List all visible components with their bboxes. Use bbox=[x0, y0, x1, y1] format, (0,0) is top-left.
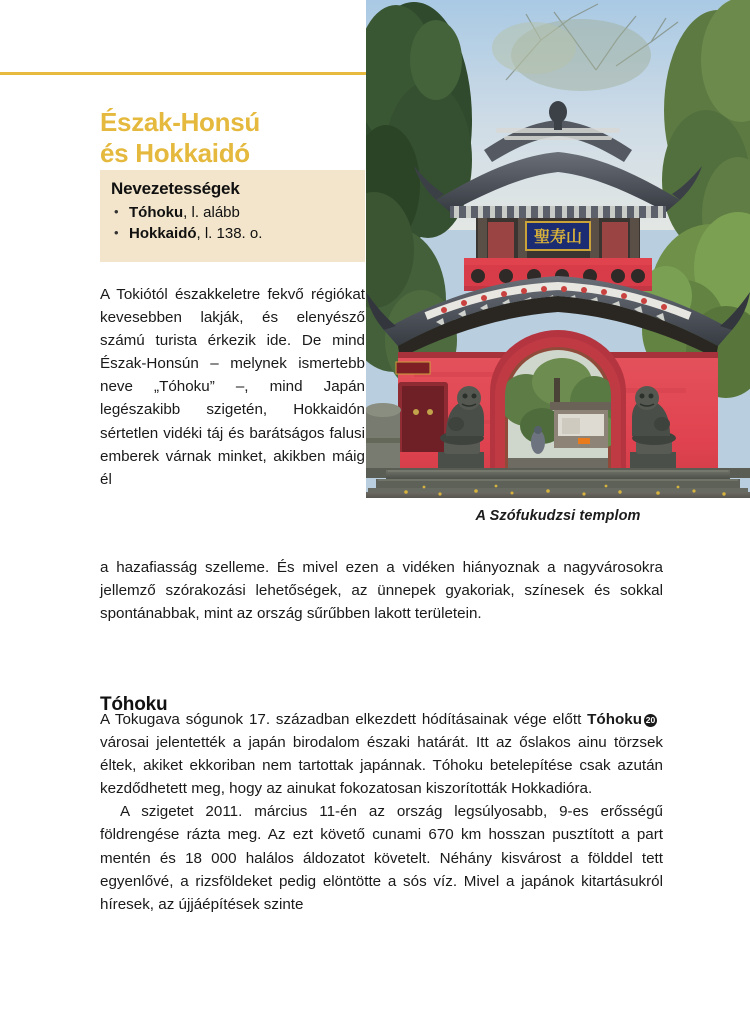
para1-text-before: A Tokugava sógunok 17. században elkezdett hódításainak vége előtt bbox=[100, 711, 588, 728]
intro-paragraph-narrow: A Tokiótól északkeletre fekvő régiókat kevesebben lakják, és elenyésző számú turista érkezik ide. De mind Észak-Honsún – melynek ismertebb neve „Tóhoku” –, mind Japán legészakibb szigetén, Hokkaidón sértetlen vidéki táj és barátságos falusi emberek várnak minket, akikben máig él bbox=[100, 286, 365, 488]
svg-text:聖寿山: 聖寿山 bbox=[533, 227, 583, 246]
highlights-box bbox=[100, 170, 365, 262]
para1-bold-term: Tóhoku bbox=[587, 711, 642, 728]
poi-number-marker[interactable]: 20 bbox=[645, 715, 656, 725]
highlight-name: Hokkaidó bbox=[129, 225, 197, 243]
bullet-icon: • bbox=[114, 204, 119, 219]
intro-paragraph-full: a hazafiasság szelleme. És mivel ezen a vidéken hiányoznak a nagyvárosokra jellemző szórakozási lehetőségek, az ünnepek gyakoriak, színesek és sokkal spontánabbak, mint az ország sűrűbben lakott területein. bbox=[100, 559, 663, 623]
temple-photo bbox=[366, 0, 750, 498]
highlight-name: Tóhoku bbox=[129, 204, 184, 221]
highlight-detail: , l. alább bbox=[183, 204, 240, 221]
bullet-icon: • bbox=[114, 225, 119, 241]
section-paragraph-1 bbox=[100, 708, 663, 800]
list-item[interactable] bbox=[111, 223, 365, 244]
section-heading-tohoku: Tóhoku bbox=[100, 693, 168, 715]
intro-narrow-column bbox=[100, 283, 365, 491]
temple-photo-illustration bbox=[366, 0, 750, 498]
section-body bbox=[100, 708, 663, 916]
page-title bbox=[100, 107, 370, 168]
chapter-title-line-1: Észak-Honsú bbox=[100, 107, 260, 138]
highlight-detail: , l. 138. o. bbox=[196, 225, 263, 243]
intro-full-column bbox=[100, 556, 663, 625]
list-item[interactable] bbox=[111, 202, 365, 223]
highlights-heading: Nevezetességek bbox=[111, 179, 240, 198]
section-paragraph-2: A szigetet 2011. március 11-én az ország legsúlyosabb, 9-es erősségű földrengése rázta meg. Az ezt követő cunami 670 km hosszan pusztított a part mentén és 18 000 halálos áldozatot követelt. Néhány kisvárost a földdel tett egyenlővé, a rizsföldeket pedig elöntötte a sós víz. Mivel a japánok kitartásukról híresek, az újjáépítések szinte bbox=[100, 803, 663, 913]
para1-text-after: városai jelentették a japán birodalom északi határát. Itt az őslakos ainu törzsek éltek, akiket ekkoriban nem tartottak japánnak. Tóhoku betelepítése csak azután kezdődhetett meg, hogy az ainukat fokozatosan kiszorították Hokkadióra. bbox=[100, 734, 663, 798]
chapter-title-line-2: és Hokkaidó bbox=[100, 137, 250, 168]
highlights-list bbox=[111, 202, 365, 245]
gold-divider-rule bbox=[0, 72, 366, 75]
photo-caption: A Szófukudzsi templom bbox=[475, 508, 641, 524]
